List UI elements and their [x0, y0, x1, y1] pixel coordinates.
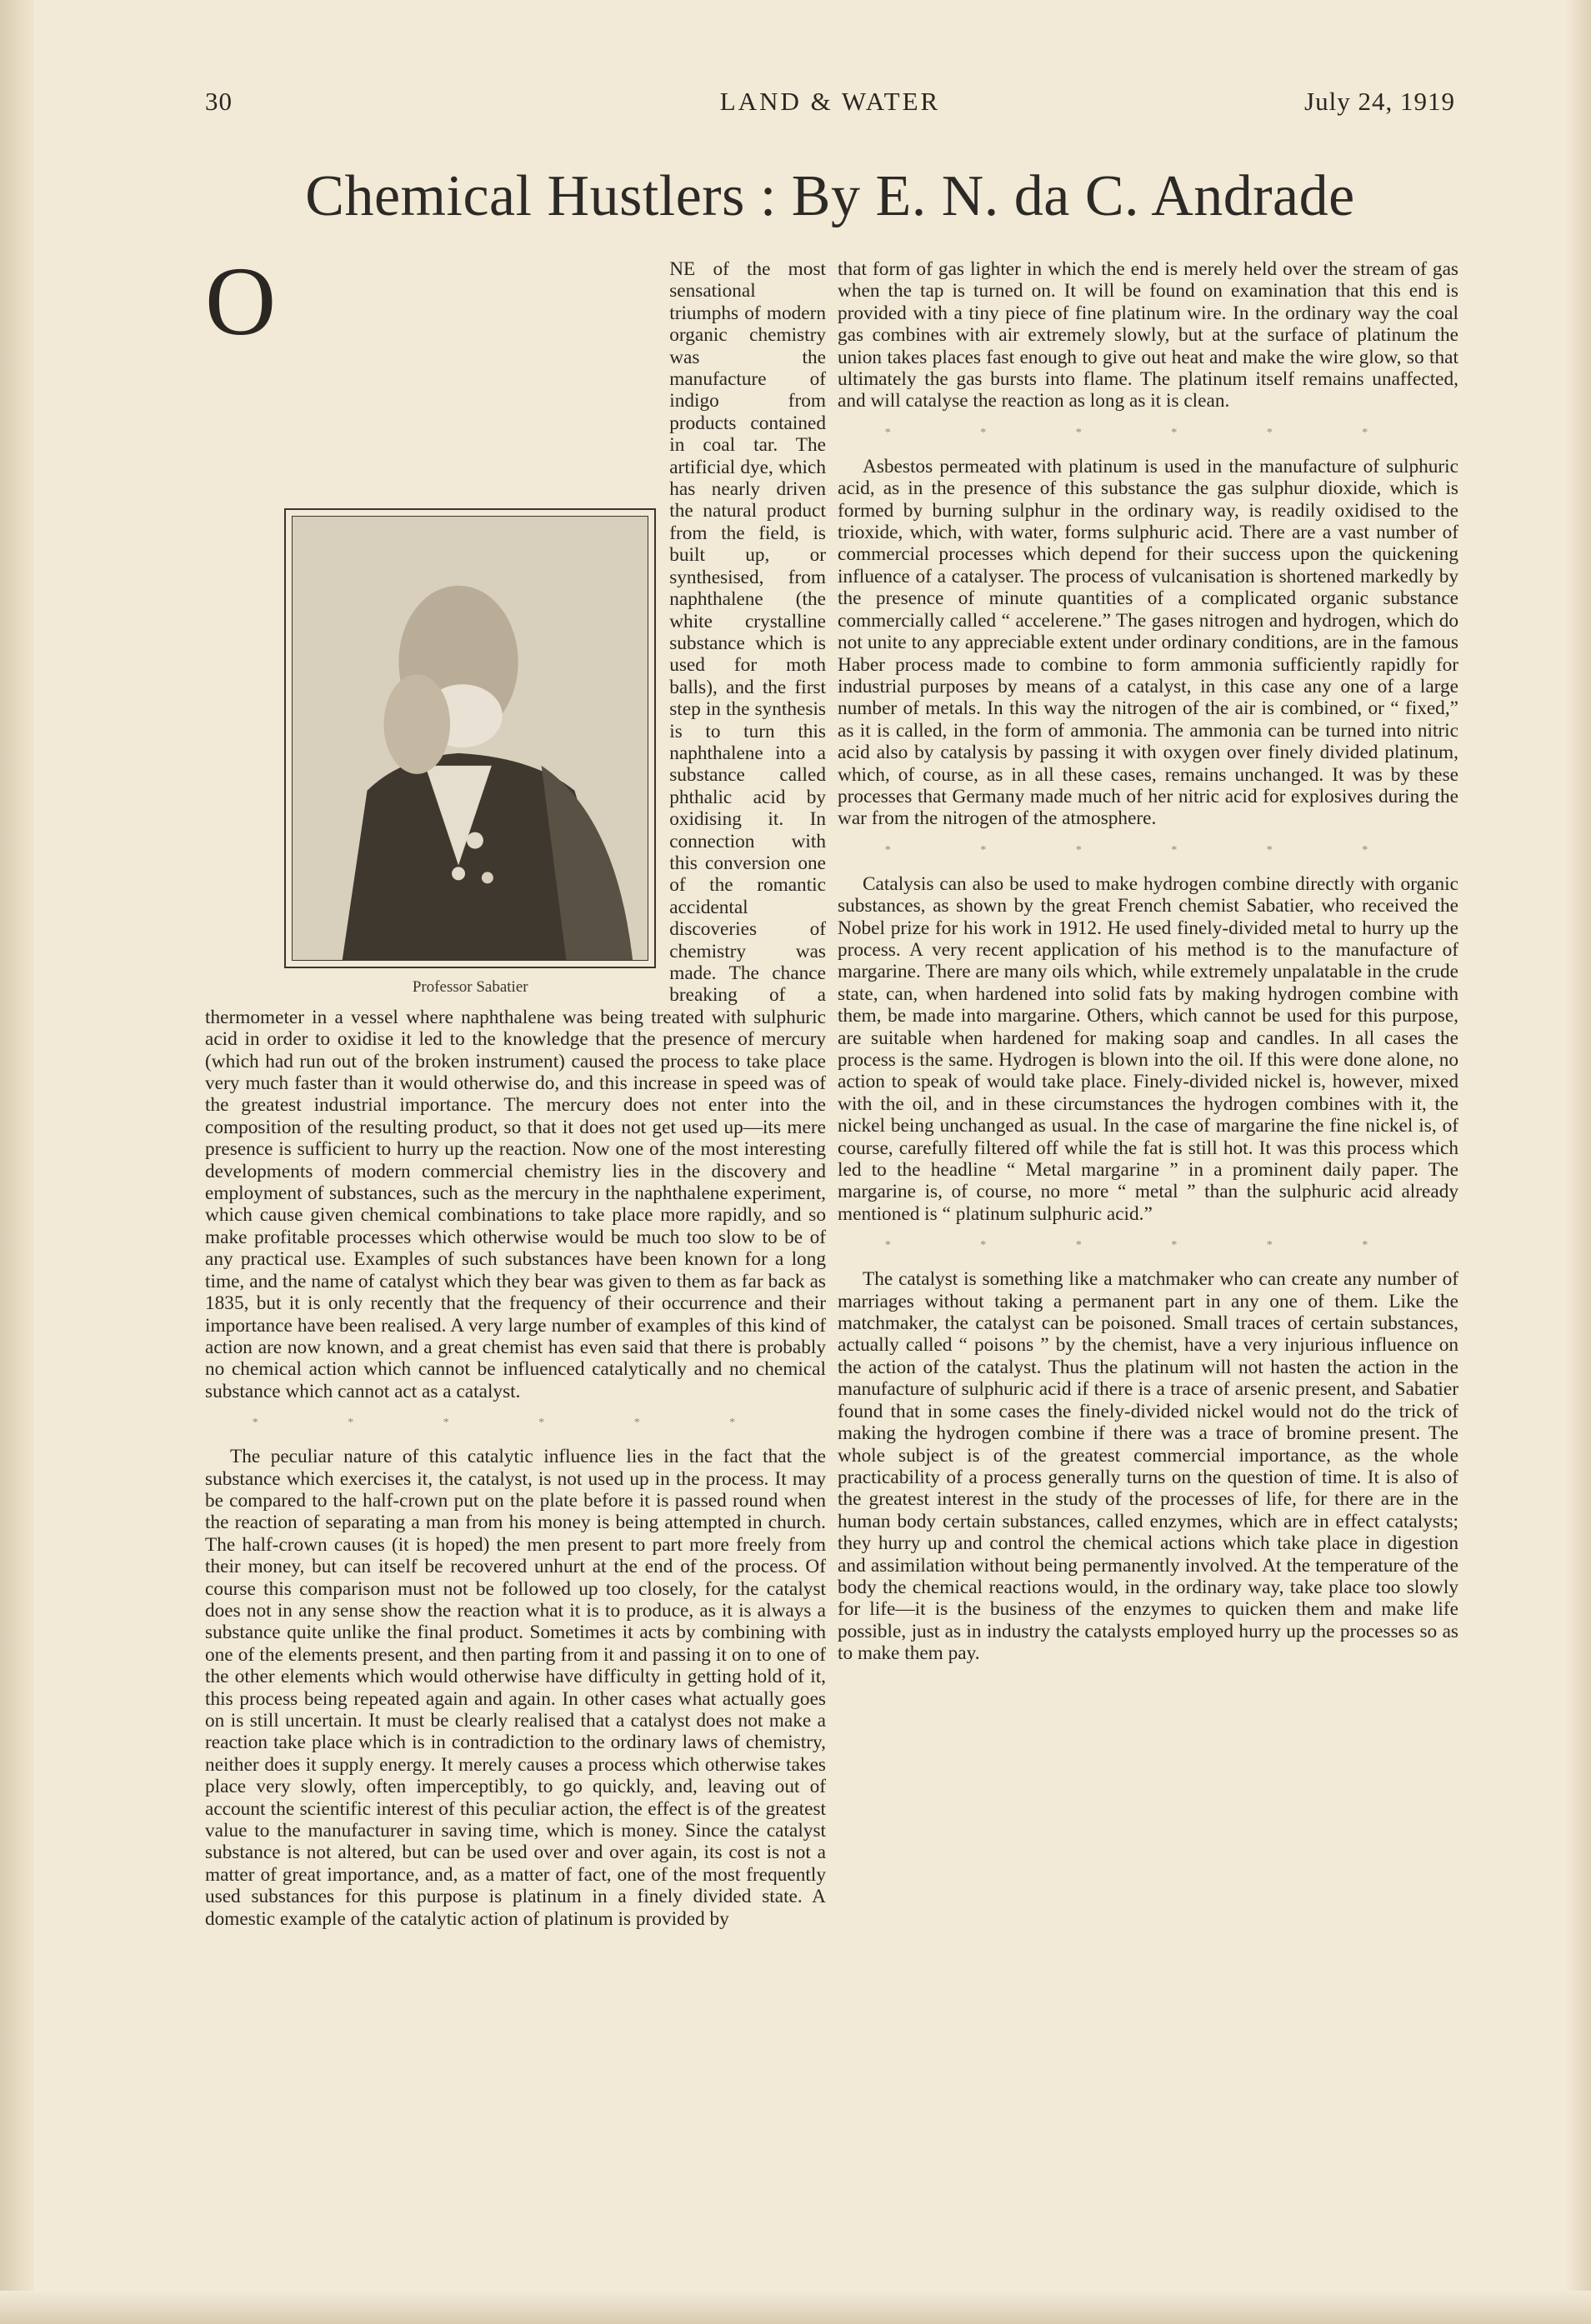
portrait-illustration — [293, 517, 648, 960]
page-edge-right — [1566, 0, 1591, 2324]
page-edge-bottom — [0, 2291, 1591, 2324]
column-right — [838, 258, 1458, 2158]
section-break: * * * * * * — [884, 426, 1412, 439]
photo-figure — [284, 508, 656, 998]
issue-date: July 24, 1919 — [1304, 87, 1455, 116]
paragraph-2-continued: that form of gas lighter in which the end is merely held over the stream of gas when the tap is turned on. It will be found on examination that this end is provided with a tiny piece of fine platinum wire. In the ordinary way the coal gas combines with air extremely slowly, but at the surface of platinum the union takes places fast enough to give out heat and make the wire glow, so that ultimately the gas bursts into flame. The platinum itself remains unaffected, and will catalyse the reaction as long as it is clean. — [838, 258, 1458, 412]
drop-cap: O — [205, 258, 277, 356]
page-gutter-left — [0, 0, 33, 2324]
paragraph-4: Catalysis can also be used to make hydrogen combine directly with organic substances, as shown by the great French chemist Sabatier, who received the Nobel prize for his work in 1912. He used finely-divided metal to hurry up the process. A very recent application of his method is to the manufacture of margarine. There are many oils which, while extremely unpalatable in the crude state, can, when hardened into solid fats by making hydrogen combine with them, be made into margarine. Others, which cannot be used for this purpose, are suitable when hardened for making soap and candles. In all cases the process is the same. Hydrogen is blown into the oil. If this were done alone, no action to speak of would take place. Finely-divided nickel is, however, mixed with the oil, and in these circumstances the hydrogen combines with it, the nickel being unchanged as usual. In the case of margarine the fine nickel is, of course, carefully filtered off while the fat is still hot. It was this process which led to the headline “ Metal margarine ” in a prominent daily paper. The margarine is, of course, no more “ metal ” than the sulphuric acid already mentioned is “ platinum sulphuric acid.” — [838, 872, 1458, 1225]
paragraph-1 — [205, 258, 826, 1402]
article-title: Chemical Hustlers : By E. N. da C. Andrade — [305, 164, 1355, 228]
paragraph-2: The peculiar nature of this catalytic influence lies in the fact that the substance which exercises it, the catalyst, is not used up in the process. It may be compared to the half-crown put on the plate before it is passed round when the reaction of separating a man from his money is being attempted in church. The half-crown causes (it is hoped) the men present to part more freely from their money, but can itself be recovered unhurt at the end of the process. Of course this comparison must not be followed up too closely, for the catalyst does not in any sense show the reaction what it is to produce, as it is always a substance quite unlike the final product. Sometimes it acts by combining with one of the elements present, and then parting from it and passing it on to one of the other elements which would otherwise have difficulty in getting hold of it, this process being repeated again and again. In other cases what actually goes on is still uncertain. It must be clearly realised that a catalyst does not make a reaction take place which is in contradiction to the ordinary laws of chemistry, neither does it supply energy. It merely causes a process which otherwise takes place very slowly, often imperceptibly, to go quickly, and, leaving out of account the scientific interest of this peculiar action, the effect is of the greatest value to the manufacturer in saving time, which is money. Since the catalyst substance is not altered, but can be used over and over again, its cost is not a matter of great importance, and, as a matter of fact, one of the most frequently used substances for this purpose is platinum in a finely divided state. A domestic example of the catalytic action of platinum is provided by — [205, 1446, 826, 1930]
journal-title: LAND & WATER — [719, 87, 941, 116]
section-break: * * * * * * — [884, 1239, 1412, 1252]
paragraph-5: The catalyst is something like a matchmaker who can create any number of marriages without taking a permanent part in any one of them. Like the matchmaker, the catalyst can be poisoned. Small traces of certain substances, actually called “ poisons ” by the chemist, have a very injurious influence on the action of the catalyst. Thus the platinum will not hasten the action in the manufacture of sulphuric acid if there is a trace of arsenic present, and Sabatier found that in some cases the finely-divided nickel would not do the trick of making the hydrogen combine if there was a trace of bromine present. The whole subject is of the greatest commercial importance, as the whole practicability of a process generally turns on the question of time. It is also of the greatest interest in the study of the processes of life, for there are in the human body certain substances, called enzymes, which are in effect catalysts; they hurry up and control the chemical actions which take place in digestion and assimilation without being permanently involved. At the temperature of the body the chemical reactions would, in the ordinary way, take place too slowly for life—it is the business of the enzymes to quicken them and make life possible, just as in industry the catalysts employed hurry up the processes so as to make them pay. — [838, 1268, 1458, 1665]
paragraph-1-text: NE of the most sensational triumphs of modern organic chemistry was the manufacture of indigo from products contained in coal tar. The artificial dye, which has nearly driven the natural product from the field, is built up, or synthesised, from naphthalene (the white crystalline substance which is used for moth balls), and the first step in the synthesis is to turn this naphthalene into a substance called phthalic acid by oxidising it. In connection with this conversion one of the romantic accidental discoveries of chemistry was made. The chance breaking of a thermometer in a vessel where naphthalene was being treated with sulphuric acid in order to oxidise it led to the knowledge that the presence of mercury (which had run out of the broken instrument) caused the process to take place very much faster than it would otherwise do, and this increase in speed was of the greatest industrial importance. The mercury does not enter into the composition of the resulting product, so that it does not get used up—its mere presence is sufficient to hurry up the reaction. Now one of the most interesting developments of modern commercial chemistry lies in the discovery and employment of substances, such as the mercury in the naphthalene experiment, which cause given chemical combinations to take place more rapidly, and so make profitable processes which otherwise would be much too slow to be of any practical use. Examples of such substances have been known for a long time, and the name of catalyst which they bear was given to them as far back as 1835, but it is only recently that the frequency of their occurrence and their importance have been realised. A very large number of examples of this kind of action are now known, and a great chemist has even said that there is probably no chemical action which cannot be influenced catalytically and no chemical substance which cannot act as a catalyst. — [205, 258, 826, 1402]
section-break: * * * * * * — [252, 1417, 779, 1430]
photo-frame — [284, 508, 656, 968]
running-head — [205, 87, 1455, 120]
column-left — [205, 258, 826, 2158]
page-number: 30 — [205, 87, 233, 116]
photo-caption: Professor Sabatier — [412, 978, 528, 996]
section-break: * * * * * * — [884, 843, 1412, 857]
paragraph-3: Asbestos permeated with platinum is used in the manufacture of sulphuric acid, as in the presence of this substance the gas sulphur dioxide, which is formed by burning sulphur in the ordinary way, is readily oxidised to the trioxide, which, with water, forms sulphuric acid. There are a vast number of commercial processes which depend for their success upon the quickening influence of a catalyser. The process of vulcanisation is shortened markedly by the presence of minute quantities of a complicated organic substance commercially called “ accelerene.” The gases nitrogen and hydrogen, which do not unite to any appreciable extent under ordinary conditions, are in the famous Haber process made to combine to form ammonia sufficiently rapidly for industrial purposes by means of a catalyst, in this case any one of a large number of metals. In this way the nitrogen of the air is combined, or “ fixed,” as it is called, in the form of ammonia. The ammonia can be turned into nitric acid also by catalysis by passing it with oxygen over finely divided platinum, which, of course, as in all these cases, remains unchanged. It was by these processes that Germany made much of her nitric acid for explosives during the war from the nitrogen of the atmosphere. — [838, 455, 1458, 830]
portrait-photo — [292, 516, 648, 961]
